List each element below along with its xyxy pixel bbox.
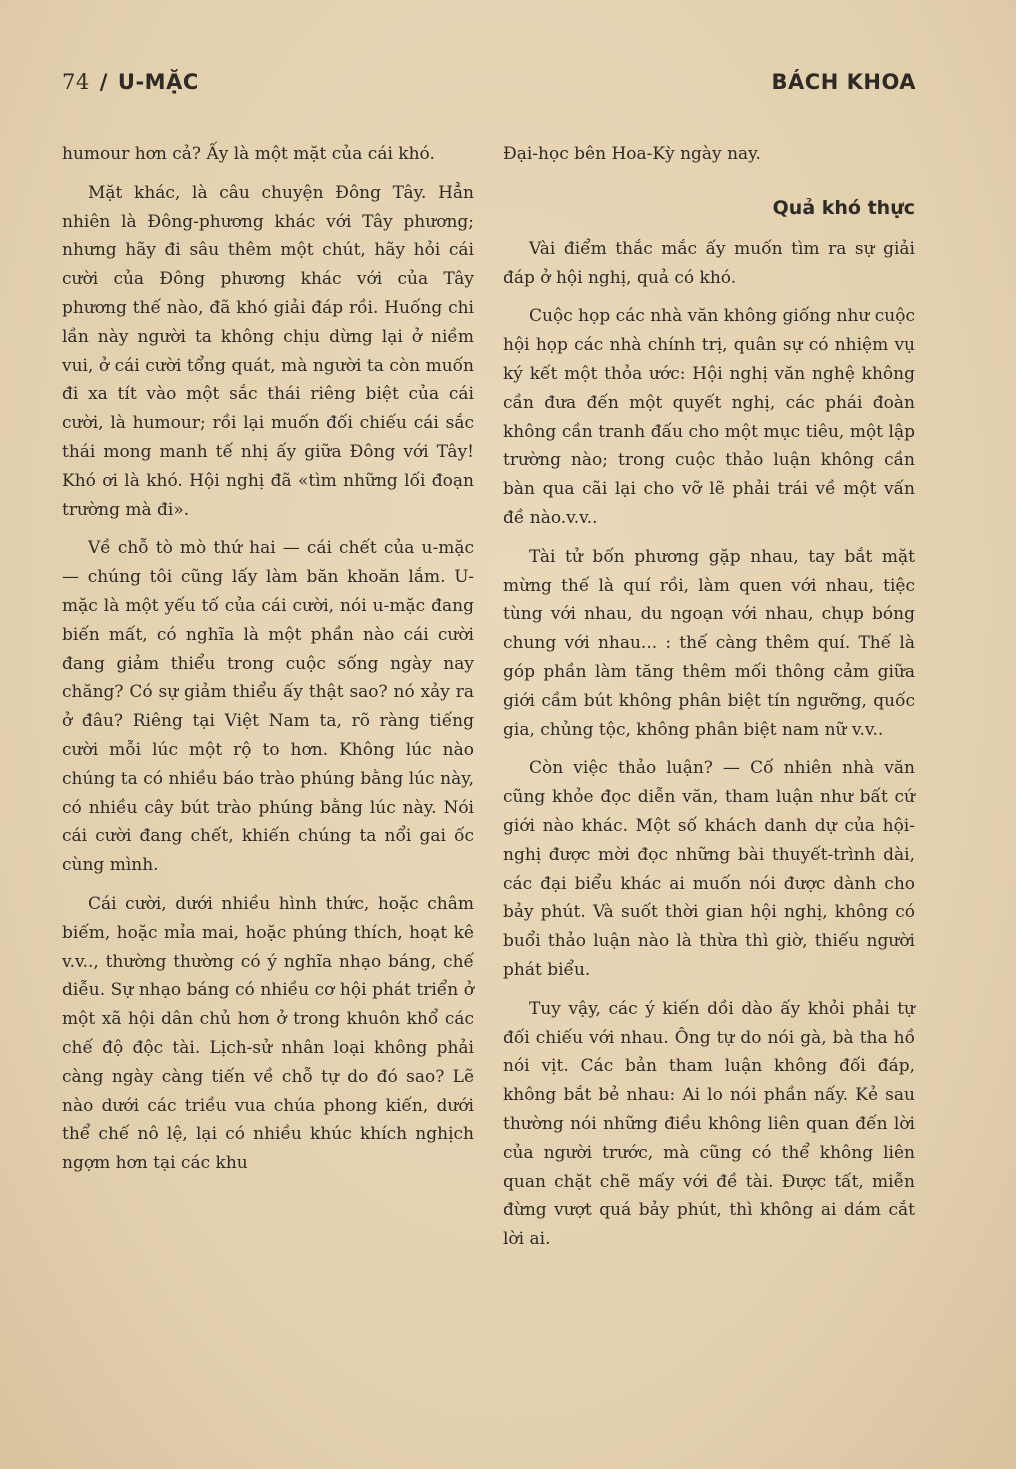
section-heading: Quả khó thực (772, 196, 915, 219)
running-header (62, 70, 916, 104)
paragraph: Cái cười, dưới nhiều hình thức, hoặc châm biếm, hoặc mỉa mai, hoặc phúng thích, hoạt kê v.v.., thường thường có ý nghĩa nhạo báng, chế diễu. Sự nhạo báng có nhiều cơ hội phát triển ở một xã hội dân chủ hơn ở trong khuôn khổ các chế độ độc tài. Lịch-sử nhân loại không phải càng ngày càng tiến về chỗ tự do đó sao? Lẽ nào dưới các triều vua chúa phong kiến, dưới thể chế nô lệ, lại có nhiều khúc khích nghịch ngợm hơn tại các khu (62, 893, 474, 1174)
paragraph: Tuy vậy, các ý kiến dồi dào ấy khỏi phải tự đối chiếu với nhau. Ông tự do nói gà, bà tha hồ nói vịt. Các bản tham luận không đối đáp, không bắt bẻ nhau: Ai lo nói phần nấy. Kẻ sau thường nói những điều không liên quan đến lời của người trước, mà cũng có thể không liên quan chặt chẽ mấy với đề tài. Được tất, miễn đừng vượt quá bảy phút, thì không ai dám cắt lời ai. (503, 998, 915, 1250)
paragraph: Cuộc họp các nhà văn không giống như cuộc hội họp các nhà chính trị, quân sự có nhiệm vụ ký kết một thỏa ước: Hội nghị văn nghệ không cần đưa đến một quyết nghị, các phái đoàn không cần tranh đấu cho một mục tiêu, một lập trường nào; trong cuộc thảo luận không cần bàn qua cãi lại cho vỡ lẽ phải trái về một vấn đề nào.v.v.. (503, 306, 915, 528)
header-separator: / (99, 70, 108, 94)
right-column (503, 140, 915, 1264)
paragraph: Còn việc thảo luận? — Cố nhiên nhà văn cũng khỏe đọc diễn văn, tham luận như bất cứ giới nào khác. Một số khách danh dự của hội-nghị được mời đọc những bài thuyết-trình dài, các đại biểu khác ai muốn nói được dành cho bảy phút. Và suốt thời gian hội nghị, không có buổi thảo luận nào là thừa thì giờ, thiếu người phát biểu. (503, 758, 915, 980)
paragraph: Vài điểm thắc mắc ấy muốn tìm ra sự giải đáp ở hội nghị, quả có khó. (503, 238, 915, 288)
left-column (62, 140, 474, 1188)
page-number: 74 (62, 70, 90, 94)
publication-title: BÁCH KHOA (771, 70, 916, 94)
paragraph: Tài tử bốn phương gặp nhau, tay bắt mặt mừng thế là quí rồi, làm quen với nhau, tiệc tùng với nhau, du ngoạn với nhau, chụp bóng chung với nhau... : thế càng thêm quí. Thế là góp phần làm tăng thêm mối thông cảm giữa giới cầm bút không phân biệt tín ngưỡng, quốc gia, chủng tộc, không phân biệt nam nữ v.v.. (503, 546, 915, 740)
header-left (62, 70, 199, 94)
paragraph: humour hơn cả? Ấy là một mặt của cái khó. (62, 144, 435, 164)
section-title: U-MẶC (117, 70, 199, 94)
paragraph: Đại-học bên Hoa-Kỳ ngày nay. (503, 144, 761, 164)
paragraph: Mặt khác, là câu chuyện Đông Tây. Hẳn nhiên là Đông-phương khác với Tây phương; nhưng hãy đi sâu thêm một chút, hãy hỏi cái cười của Đông phương khác với của Tây phương thế nào, đã khó giải đáp rồi. Huống chi lần này người ta không chịu dừng lại ở niềm vui, ở cái cười tổng quát, mà người ta còn muốn đi xa tít vào một sắc thái riêng biệt của cái cười, là humour; rồi lại muốn đối chiếu cái sắc thái mong manh tế nhị ấy giữa Đông với Tây! Khó ơi là khó. Hội nghị đã «tìm những lối đoạn trường mà đi». (62, 182, 474, 520)
paragraph: Về chỗ tò mò thứ hai — cái chết của u-mặc — chúng tôi cũng lấy làm băn khoăn lắm. U-mặc là một yếu tố của cái cười, nói u-mặc đang biến mất, có nghĩa là một phần nào cái cười đang giảm thiểu trong cuộc sống ngày nay chăng? Có sự giảm thiểu ấy thật sao? nó xảy ra ở đâu? Riêng tại Việt Nam ta, rõ ràng tiếng cười mỗi lúc một rộ to hơn. Không lúc nào chúng ta có nhiều báo trào phúng bằng lúc này, có nhiều cây bút trào phúng bằng lúc này. Nói cái cười đang chết, khiến chúng ta nổi gai ốc cùng mình. (62, 538, 474, 876)
